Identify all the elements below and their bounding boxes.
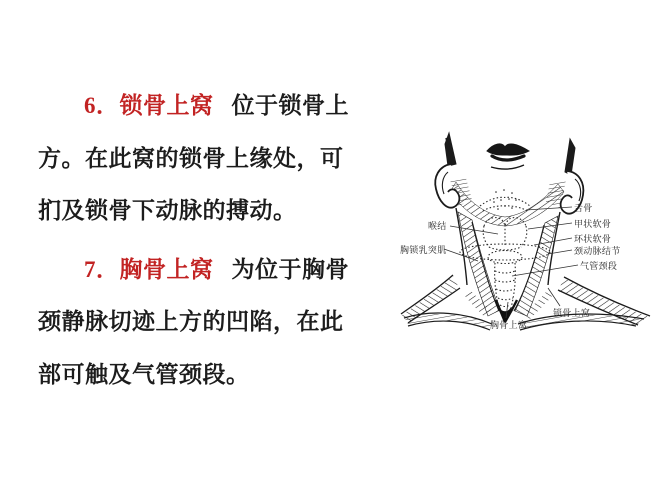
label-cricoid-cartilage: 环状软骨 [574,234,612,244]
text-line [38,244,368,297]
label-cervical-trachea: 气管颈段 [580,261,618,271]
label-suprasternal-fossa: 胸骨上窝 [490,320,528,330]
section-6-body: 方。在此窝的锁骨上缘处，可 [38,145,344,171]
cricoid-outline [488,251,522,264]
text-line [38,133,368,186]
label-thyroid-cartilage: 甲状软骨 [574,219,612,229]
section-6-body: 扪及锁骨下动脉的搏动。 [38,198,297,223]
section-7-body: 颈静脉切迹上方的凹陷，在此 [38,309,344,334]
text-line [38,296,368,349]
hyoid-outline [480,197,530,211]
section-supraclavicular [38,80,368,238]
section-6-body-start: 位于锁骨上 [231,93,349,118]
anatomy-diagram [398,130,662,352]
slide-text [38,80,368,401]
label-laryngeal-prominence: 喉结 [428,221,447,231]
section-7-body-start: 为位于胸骨 [231,256,349,282]
text-line [38,80,368,133]
section-6-heading: 6．锁骨上窝 [84,93,214,118]
label-carotid-tubercle: 颈动脉结节 [574,246,621,256]
section-7-body: 部可触及气管颈段。 [38,361,250,387]
leader-carotid-tubercle [548,250,572,254]
text-line [38,185,368,238]
lips [487,144,529,169]
label-supraclavicular-fossa: 锁骨上窝 [553,308,591,318]
section-suprasternal [38,244,368,402]
label-sternocleidomastoid: 胸锁乳突肌 [400,245,447,255]
right-scm [515,216,558,316]
label-hyoid-bone: 舌骨 [574,203,593,213]
section-7-heading: 7．胸骨上窝 [84,256,214,282]
text-line [38,349,368,402]
